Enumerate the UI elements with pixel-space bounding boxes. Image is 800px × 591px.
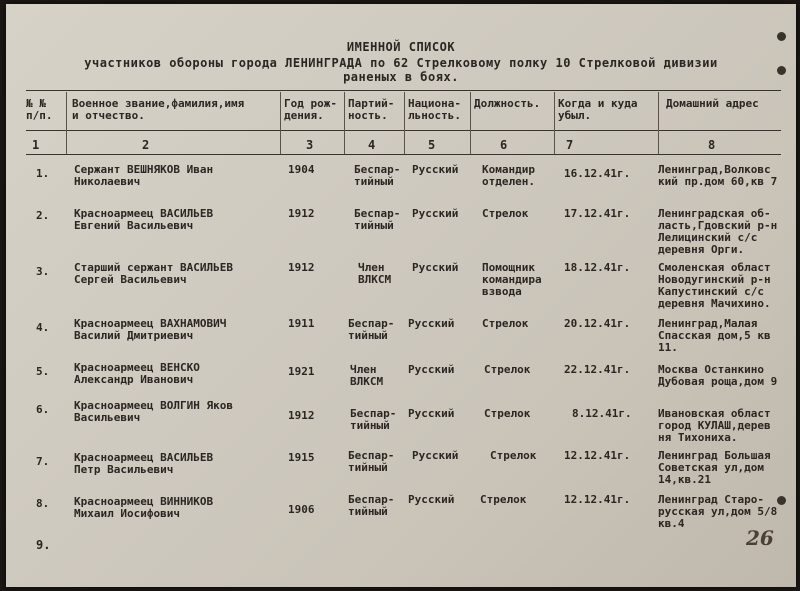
row-date: 8.12.41г. [572,407,632,420]
row-number: 3. [36,265,50,278]
row-nationality: Русский [408,493,455,506]
column-divider [658,92,659,154]
row-name: Красноармеец ВОЛГИН Яков Васильевич [74,399,233,424]
row-name: Красноармеец ВАСИЛЬЕВ Петр Васильевич [74,451,214,476]
row-number: 2. [36,209,50,222]
row-party: Член ВЛКСМ [350,363,384,388]
column-header: № № п/п. [26,97,53,122]
row-position: Командир отделен. [482,163,535,188]
row-party: Беспар- тийный [348,317,395,342]
row-date: 18.12.41г. [564,261,631,274]
row-position: Помощник командира взвода [482,261,542,298]
column-divider [344,92,345,154]
row-date: 20.12.41г. [564,317,631,330]
column-number: 3 [306,138,314,152]
row-position: Стрелок [480,493,527,506]
row-party: Беспар- тийный [354,207,401,232]
document-subtitle-2: раненых в боях. [343,70,459,84]
column-number: 5 [428,138,436,152]
row-number: 6. [36,403,50,416]
row-party: Беспар- тийный [350,407,397,432]
row-position: Стрелок [482,207,529,220]
column-header: Национа- льность. [408,97,461,122]
row-party: Беспар- тийный [354,163,401,188]
row-year: 1912 [288,409,315,422]
row-address: Москва Останкино Дубовая роща,дом 9 [658,363,778,388]
row-number: 7. [36,455,50,468]
row-year: 1915 [288,451,315,464]
column-number: 2 [142,138,150,152]
row-name: Красноармеец ВАСИЛЬЕВ Евгений Васильевич [74,207,214,232]
column-header: Год рож- дения. [284,97,337,122]
row-year: 1912 [288,261,315,274]
row-date: 22.12.41г. [564,363,631,376]
row-address: Ленинград,Волковс кий пр.дом 60,кв 7 [658,163,778,188]
row-position: Стрелок [484,363,531,376]
column-header: Домашний адрес [666,97,759,110]
row-position: Стрелок [484,407,531,420]
row-position: Стрелок [482,317,529,330]
document-subtitle: участников обороны города ЛЕНИНГРАДА по 62 Стрелковому полку 10 Стрелковой дивизии [84,56,718,70]
row-nationality: Русский [408,317,455,330]
row-party: Беспар- тийный [348,493,395,518]
row-name: Сержант ВЕШНЯКОВ Иван Николаевич [74,163,214,188]
column-divider [554,92,555,154]
table-top-rule [26,90,781,91]
row-year: 1906 [288,503,315,516]
column-header: Должность. [474,97,541,110]
row-date: 16.12.41г. [564,167,631,180]
document-sheet [6,4,796,587]
row-position: Стрелок [490,449,537,462]
row-address: Ленинград,Малая Спасская дом,5 кв 11. [658,317,771,354]
row-address: Ленинград Большая Советская ул,дом 14,кв.21 [658,449,771,486]
row-name: Старший сержант ВАСИЛЬЕВ Сергей Васильевич [74,261,233,286]
row-date: 17.12.41г. [564,207,631,220]
document-title: ИМЕННОЙ СПИСОК [346,40,456,54]
row-number-empty: 9. [36,538,51,552]
numbers-rule [26,154,781,155]
column-divider [404,92,405,154]
row-nationality: Русский [412,261,459,274]
row-year: 1921 [288,365,315,378]
row-address: Смоленская област Новодугинский р-н Капустинский с/с деревня Мачихино. [658,261,771,310]
row-number: 8. [36,497,50,510]
row-name: Красноармеец ВИННИКОВ Михаил Иосифович [74,495,214,520]
row-nationality: Русский [412,207,459,220]
column-header: Партий- ность. [348,97,395,122]
column-number: 6 [500,138,508,152]
column-divider [470,92,471,154]
row-year: 1912 [288,207,315,220]
row-nationality: Русский [412,449,459,462]
row-nationality: Русский [408,363,455,376]
column-number: 8 [708,138,716,152]
column-header: Военное звание,фамилия,имя и отчество. [72,97,245,122]
row-year: 1911 [288,317,315,330]
row-nationality: Русский [412,163,459,176]
row-party: Беспар- тийный [348,449,395,474]
row-year: 1904 [288,163,315,176]
row-date: 12.12.41г. [564,493,631,506]
row-number: 1. [36,167,50,180]
row-number: 4. [36,321,50,334]
row-date: 12.12.41г. [564,449,631,462]
row-address: Ленинград Старо- русская ул,дом 5/8 кв.4 [658,493,778,530]
column-number: 1 [32,138,40,152]
column-divider [66,92,67,154]
row-nationality: Русский [408,407,455,420]
column-divider [280,92,281,154]
punch-hole [777,496,786,505]
row-address: Ленинградская об- ласть,Гдовский р-н Лелицинский с/с деревня Орги. [658,207,778,256]
row-number: 5. [36,365,50,378]
column-header: Когда и куда убыл. [558,97,638,122]
row-address: Ивановская област город КУЛАШ,дерев ня Тихониха. [658,407,771,444]
row-name: Красноармеец ВАХНАМОВИЧ Василий Дмитриевич [74,317,227,342]
row-name: Красноармеец ВЕНСКО Александр Иванович [74,361,200,386]
page-number-stamp: 26 [746,526,774,550]
column-number: 4 [368,138,376,152]
column-number: 7 [566,138,574,152]
row-party: Член ВЛКСМ [358,261,392,286]
